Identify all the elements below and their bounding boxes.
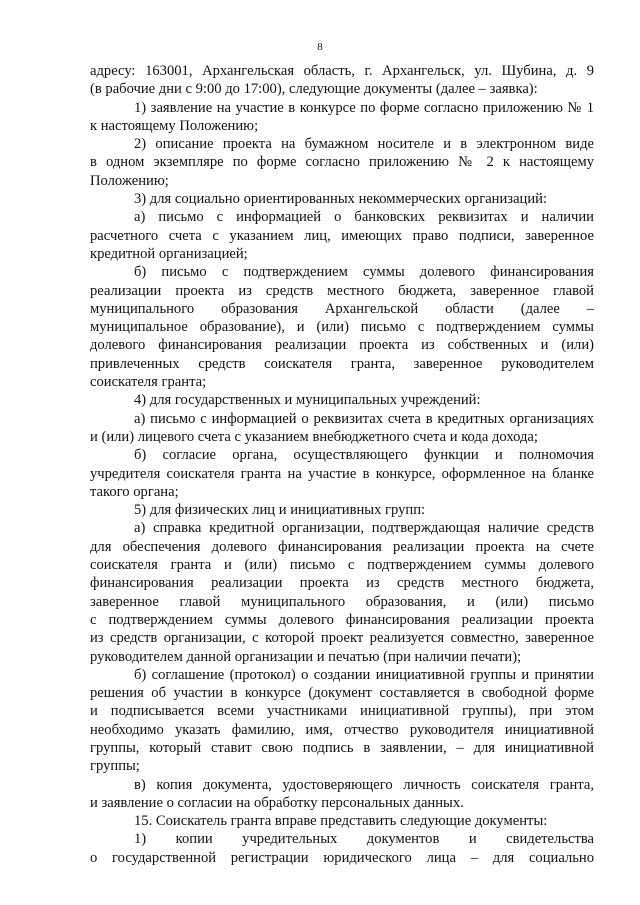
text-line: Положению; (90, 172, 169, 189)
text-line: финансирования реализации проекта из средств местного бюджета, (90, 575, 594, 592)
text-line: 1) копии учредительных документов и свидетельства (134, 831, 594, 848)
text-line: б) согласие органа, осуществляющего функции и полномочия (134, 447, 594, 464)
text-line: в одном экземпляре по форме согласно приложению № 2 к настоящему (90, 154, 594, 171)
text-line: расчетного счета с указанием лиц, имеющих право подписи, заверенное (90, 227, 594, 244)
text-line: для обеспечения долевого финансирования реализации проекта на счете (90, 538, 594, 555)
text-line: долевого финансирования реализации проекта из собственных и (или) (90, 337, 594, 354)
text-line: 5) для физических лиц и инициативных групп: (134, 502, 426, 519)
text-line: такого органа; (90, 483, 179, 500)
text-line: и заявление о согласии на обработку персональных данных. (90, 794, 464, 811)
text-line: 1) заявление на участие в конкурсе по форме согласно приложению № 1 (134, 99, 594, 116)
text-line: соискателя гранта; (90, 374, 207, 391)
text-line: кредитной организацией; (90, 245, 248, 262)
body-text (90, 62, 594, 867)
page-number: 8 (317, 41, 323, 53)
text-line: группы; (90, 758, 140, 775)
text-line: 3) для социально ориентированных некоммерческих организаций: (134, 191, 548, 208)
text-line: реализации проекта из средств местного бюджета, заверенное главой (90, 282, 594, 299)
text-line: учредителя соискателя гранта на участие в конкурсе, оформленное на бланке (90, 465, 594, 482)
text-line: решения об участии в конкурсе (документ составляется в свободной форме (90, 685, 594, 702)
text-line: группы, который ставит свою подпись в заявлении, – для инициативной (90, 739, 594, 756)
text-line: б) соглашение (протокол) о создании инициативной группы и принятии (134, 666, 594, 683)
text-line: а) письмо с информацией о реквизитах счета в кредитных организациях (134, 410, 594, 427)
text-line: б) письмо с подтверждением суммы долевого финансирования (134, 264, 594, 281)
text-line: из средств организации, с которой проект реализуется совместно, заверенное (90, 630, 594, 647)
text-line: к настоящему Положению; (90, 117, 259, 134)
text-line: и подписывается всеми участниками инициативной группы), при этом (90, 703, 594, 720)
text-line: в) копия документа, удостоверяющего личность соискателя гранта, (134, 776, 594, 793)
text-line: (в рабочие дни с 9:00 до 17:00), следующие документы (далее – заявка): (90, 81, 538, 98)
text-line: с подтверждением суммы долевого финансирования реализации проекта (90, 611, 594, 628)
text-line: адресу: 163001, Архангельская область, г. Архангельск, ул. Шубина, д. 9 (90, 63, 594, 79)
text-line: о государственной регистрации юридического лица – для социально (90, 849, 594, 866)
text-line: соискателя гранта и (или) письмо с подтверждением суммы долевого (90, 557, 594, 574)
text-line: 2) описание проекта на бумажном носителе и в электронном виде (134, 136, 594, 153)
text-line: 4) для государственных и муниципальных учреждений: (134, 392, 481, 409)
text-line: а) справка кредитной организации, подтверждающая наличие средств (134, 520, 594, 537)
text-line: муниципальное образование), и (или) письмо с подтверждением суммы (90, 319, 594, 336)
text-line: руководителем данной организации и печатью (при наличии печати); (90, 648, 522, 665)
text-line: заверенное главой муниципального образования, и (или) письмо (90, 593, 594, 610)
text-line: 15. Соискатель гранта вправе представить следующие документы: (134, 813, 548, 830)
text-line: необходимо указать фамилию, имя, отчество руководителя инициативной (90, 721, 594, 738)
text-line: привлеченных средств соискателя гранта, заверенное руководителем (90, 355, 594, 372)
text-line: и (или) лицевого счета с указанием внебюджетного счета и кода дохода; (90, 428, 538, 445)
text-line: а) письмо с информацией о банковских реквизитах и наличии (134, 209, 594, 226)
text-line: муниципального образования Архангельской области (далее – (90, 300, 594, 317)
